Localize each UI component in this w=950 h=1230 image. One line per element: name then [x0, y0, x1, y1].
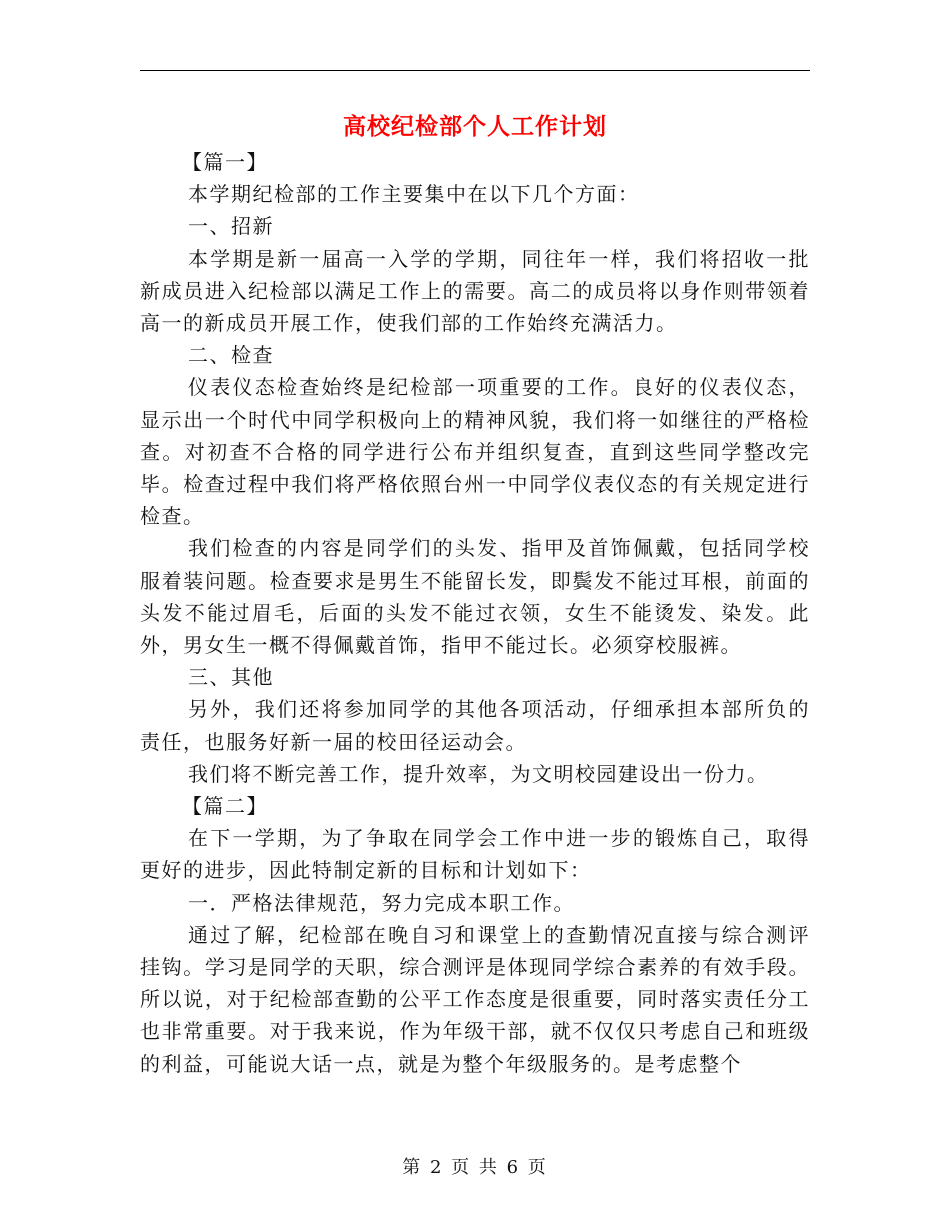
header-rule [140, 70, 810, 71]
document-body [140, 146, 810, 1080]
subheading-inspection: 二、检查 [188, 343, 274, 368]
paragraph: 我们将不断完善工作，提升效率，为文明校园建设出一份力。 [188, 761, 769, 786]
subheading-other: 三、其他 [188, 665, 274, 690]
paragraph: 通过了解，纪检部在晚自习和课堂上的查勤情况直接与综合测评挂钩。学习是同学的天职，综合测评是体现同学综合素养的有效手段。所以说，对于纪检部查勤的公平工作态度是很重要，同时落实责任分工也非常重要。对于我来说，作为年级干部，就不仅仅只考虑自己和班级的利益，可能说大话一点，就是为整个年级服务的。是考虑整个 [140, 922, 810, 1076]
subheading-recruitment: 一、招新 [188, 214, 274, 239]
paragraph: 本学期是新一届高一入学的学期，同往年一样，我们将招收一批新成员进入纪检部以满足工作上的需要。高二的成员将以身作则带领着高一的新成员开展工作，使我们部的工作始终充满活力。 [140, 246, 810, 336]
document-title: 高校纪检部个人工作计划 [343, 113, 607, 140]
section-heading-part-two: 【篇二】 [182, 794, 268, 819]
subheading-duties: 一．严格法律规范，努力完成本职工作。 [188, 890, 575, 915]
paragraph: 我们检查的内容是同学们的头发、指甲及首饰佩戴，包括同学校服着装问题。检查要求是男生不能留长发，即鬓发不能过耳根，前面的头发不能过眉毛，后面的头发不能过衣领，女生不能烫发、染发。此外，男女生一概不得佩戴首饰，指甲不能过长。必须穿校服裤。 [140, 536, 810, 658]
paragraph: 在下一学期，为了争取在同学会工作中进一步的锻炼自己，取得更好的进步，因此特制定新的目标和计划如下： [140, 826, 810, 883]
section-heading-part-one: 【篇一】 [182, 150, 268, 174]
page-footer: 第 2 页 共 6 页 [402, 1157, 548, 1178]
paragraph: 本学期纪检部的工作主要集中在以下几个方面： [188, 182, 640, 207]
paragraph: 仪表仪态检查始终是纪检部一项重要的工作。良好的仪表仪态，显示出一个时代中同学积极向上的精神风貌，我们将一如继往的严格检查。对初查不合格的同学进行公布并组织复查，直到这些同学整改完毕。检查过程中我们将严格依照台州一中同学仪表仪态的有关规定进行检查。 [140, 375, 810, 529]
paragraph: 另外，我们还将参加同学的其他各项活动，仔细承担本部所负的责任，也服务好新一届的校田径运动会。 [140, 697, 810, 754]
